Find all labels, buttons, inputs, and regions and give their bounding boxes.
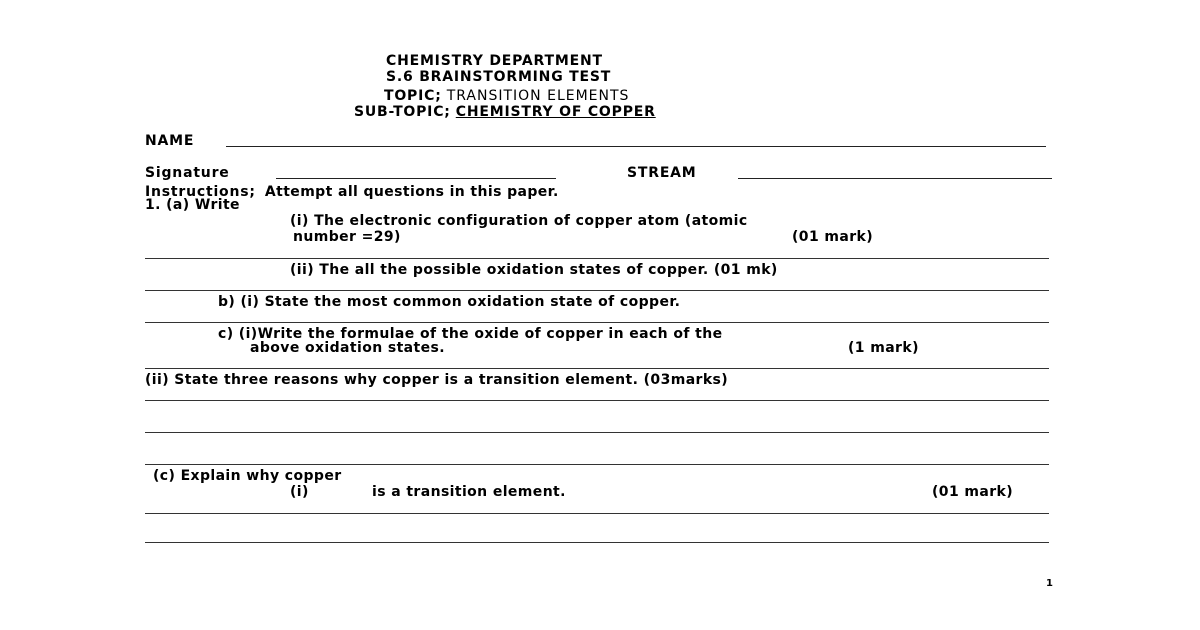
instructions-text: Attempt all questions in this paper. (264, 184, 559, 200)
q1cc-i-num: (i) (290, 484, 309, 500)
answer-line-6[interactable] (145, 432, 1049, 433)
q1a-intro: 1. (a) Write (145, 197, 240, 213)
signature-label: Signature (145, 165, 230, 181)
q1cc-i-marks: (01 mark) (932, 484, 1014, 500)
answer-line-2[interactable] (145, 290, 1049, 291)
topic-value: TRANSITION ELEMENTS (446, 88, 630, 104)
answer-line-1[interactable] (145, 258, 1049, 259)
answer-line-5[interactable] (145, 400, 1049, 401)
subtopic-value: CHEMISTRY OF COPPER (455, 104, 656, 120)
stream-field[interactable] (738, 178, 1052, 179)
q1a-i-line1: (i) The electronic configuration of copper atom (atomic (290, 213, 748, 229)
name-label: NAME (145, 133, 195, 149)
q1c-i-line2: above oxidation states. (250, 340, 445, 356)
subtopic-line (354, 101, 656, 120)
answer-line-7[interactable] (145, 464, 1049, 465)
test-title: S.6 BRAINSTORMING TEST (386, 69, 612, 85)
q1c-i-marks: (1 mark) (848, 340, 919, 356)
answer-line-8[interactable] (145, 513, 1049, 514)
q1cc-intro: (c) Explain why copper (153, 468, 342, 484)
q1a-i-line2: number =29) (293, 229, 401, 245)
page-number: 1 (1046, 578, 1053, 589)
q1cc-i-text: is a transition element. (372, 484, 566, 500)
stream-label: STREAM (627, 165, 697, 181)
instructions-label: Instructions; (145, 184, 256, 200)
q1b-i: b) (i) State the most common oxidation state of copper. (218, 294, 681, 310)
department-title: CHEMISTRY DEPARTMENT (386, 53, 603, 69)
answer-line-9[interactable] (145, 542, 1049, 543)
q1a-i-marks: (01 mark) (792, 229, 874, 245)
subtopic-label: SUB-TOPIC; (354, 104, 451, 120)
signature-field[interactable] (276, 178, 556, 179)
q1c-i-line1: c) (i)Write the formulae of the oxide of copper in each of the (218, 326, 723, 342)
q1a-ii: (ii) The all the possible oxidation states of copper. (01 mk) (290, 262, 778, 278)
answer-line-3[interactable] (145, 322, 1049, 323)
name-field[interactable] (226, 146, 1046, 147)
q1c-ii: (ii) State three reasons why copper is a transition element. (03marks) (145, 372, 729, 388)
topic-label: TOPIC; (384, 88, 442, 104)
answer-line-4[interactable] (145, 368, 1049, 369)
